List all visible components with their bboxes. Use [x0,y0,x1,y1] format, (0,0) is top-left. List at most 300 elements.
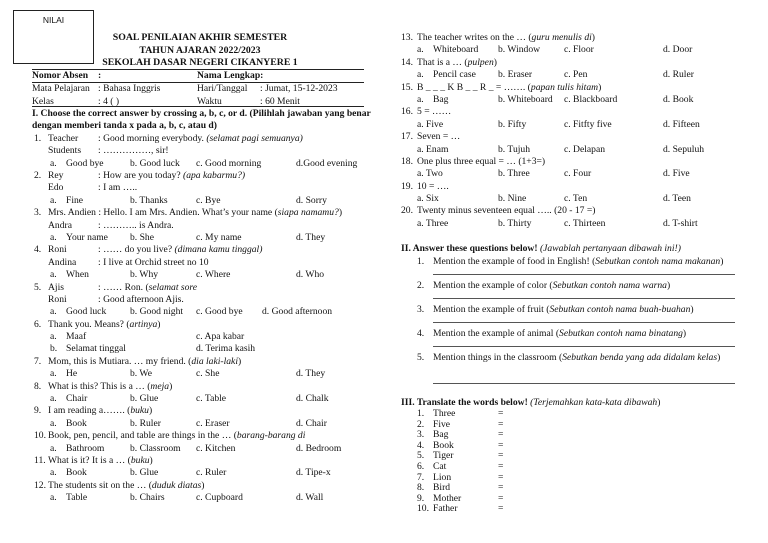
answer-line[interactable] [433,346,735,347]
answer-option: d. Ruler [663,69,694,81]
answer-option: a. [50,269,57,281]
option-row [401,193,746,205]
question-number: 15. [401,81,413,93]
answer-option: b. Classroom [130,442,181,454]
answer-option: d. Teen [663,193,691,205]
translation: Sebutkan contoh nama binatang [559,327,683,339]
waktu-value: : 60 Menit [260,95,300,107]
question-text [98,244,262,256]
question-text: The students sit on the … (duduk diatas) [48,479,205,491]
answer-option: a. [50,492,57,504]
option-row [32,443,377,455]
dialog: 5 = …… [417,106,452,118]
question-text [417,106,451,118]
dialog: : Good afternoon Ajis. [98,293,184,305]
question-number: 5. [34,281,42,293]
question-line [401,181,746,193]
essay-question [433,256,743,268]
answer-option: c. Ruler [196,467,227,479]
translation: siapa namamu? [277,207,339,219]
answer-option: Book [66,467,87,479]
answer-option: d. Terima kasih [196,343,256,355]
option-row [32,158,377,170]
paren: ) [493,56,497,68]
essay-number: 4. [417,327,425,339]
question-line [32,294,377,306]
equals-blank[interactable]: = [498,439,504,451]
word-number: 1. [417,408,425,420]
answer-option: a. [50,442,57,454]
question-text [417,57,497,69]
question-number: 8. [34,380,42,392]
answer-option: d. Sorry [296,194,327,206]
essay-item [401,328,746,352]
answer-option: c. Where [196,269,231,281]
option-row [32,195,377,207]
word-number: 10. [417,503,429,515]
answer-option: a. [50,231,57,243]
answer-option: c. Table [196,393,227,405]
question-number: 19. [401,180,413,192]
answer-option: b. She [130,231,154,243]
word: Tiger [433,450,454,462]
translation: duduk diatas [151,479,202,491]
answer-option: c. Blackboard [564,93,618,105]
translation: Sebutkan benda yang ada didalam kelas [562,351,718,363]
answer-option: b. Nine [498,193,527,205]
colon: : [98,70,102,81]
option-row [401,144,746,156]
question-line [32,480,377,492]
essay-question [433,352,743,364]
essay-item [401,280,746,304]
translation: Sebutkan contoh nama warna [552,279,667,291]
question-text: Thank you. Means? (artinya) [48,318,161,330]
equals-blank[interactable]: = [498,450,504,462]
question-text: Mom, this is Mutiara. … my friend. (dia laki-laki) [48,355,242,367]
section2 [401,243,746,387]
essay-text: Mention the example of fruit ( [433,303,550,315]
kelas-value: : 4 ( ) [98,95,120,107]
left-column [32,108,377,505]
option-row [401,218,746,230]
right-column [401,32,746,515]
question-text [98,145,169,157]
mapel-label: Mata Pelajaran [32,83,90,95]
translation: buku [130,405,149,417]
question-text [417,181,449,193]
answer-option: d. Door [663,44,693,56]
word: Lion [433,471,452,483]
question-number: 14. [401,56,413,68]
answer-option: d.Good evening [296,157,358,169]
option-row [32,343,377,355]
dialog: Mrs. Andien : Hello. I am Mrs. Andien. What’s your name ( [48,207,278,219]
answer-option: d. They [296,368,326,380]
question-line [401,32,746,44]
question-number: 7. [34,355,42,367]
translation: selamat sore [148,281,198,293]
dialog: Seven = … [417,131,461,143]
question-text [417,156,545,168]
question-text [98,282,197,294]
answer-option: d. Tipe-x [296,467,331,479]
essay-number: 1. [417,255,425,267]
answer-option: b. Fifty [498,118,527,130]
answer-option: d. Fifteen [663,118,700,130]
speaker: Edo [48,182,64,194]
question-number: 16. [401,106,413,118]
translation: guru menulis di [531,32,592,43]
dialog: B _ _ _ K B _ _ R _ = ……. ( [417,81,531,93]
answer-option: b. Three [498,168,530,180]
word-number: 8. [417,482,425,494]
question-number: 13. [401,32,413,43]
question-text [98,182,137,194]
answer-option: a. [417,69,424,81]
word-number: 7. [417,471,425,483]
paren: ) [657,396,661,408]
equals-blank[interactable]: = [498,482,504,494]
answer-option: d. They [296,231,326,243]
speaker: Students [48,145,82,157]
question-text [98,257,209,269]
answer-option: c. She [196,368,220,380]
word: Five [433,418,451,430]
dialog: One plus three equal = … (1+3=) [417,155,546,167]
paren: ) [720,255,724,267]
essay-text: Mention the example of color ( [433,279,553,291]
translate-row [401,462,746,473]
word: Book [433,439,454,451]
answer-option: a. [50,393,57,405]
answer-option: b. [50,343,58,355]
question-text [98,170,245,182]
mapel-value: : Bahasa Inggris [98,83,161,95]
section3-title-translation: (Terjemahkan kata-kata dibawah [530,396,658,408]
answer-option: a. [50,368,57,380]
essay-item [401,304,746,328]
answer-option: c. Thirteen [564,217,606,229]
question-text: I am reading a……. (buku) [48,405,153,417]
answer-option: d. Good afternoon [262,306,333,318]
essay-item [401,256,746,280]
answer-option: a. Three [417,217,449,229]
answer-option: a. [50,467,57,479]
option-row [32,418,377,430]
question-line [32,244,377,256]
question-line [401,82,746,94]
equals-blank[interactable]: = [498,471,504,483]
answer-option: c. Four [564,168,592,180]
answer-option: c. Delapan [564,143,606,155]
section3-title: III. Translate the words below! [401,396,531,408]
question-list [32,133,377,505]
paren: ) [690,303,694,315]
paren: ) [717,351,721,363]
equals-blank[interactable]: = [498,492,504,504]
translate-row [401,409,746,420]
speaker: Roni [48,293,67,305]
answer-option: b. Why [130,269,159,281]
answer-option: c. Good morning [196,157,262,169]
question-number: 17. [401,131,413,143]
translate-row [401,420,746,431]
equals-blank[interactable]: = [498,461,504,473]
question-list-right [401,32,746,230]
translation: Sebutkan contoh nama makanan [595,255,721,267]
answer-option: Selamat tinggal [66,343,126,355]
equals-blank[interactable]: = [498,418,504,430]
word-number: 6. [417,461,425,473]
question-line [401,106,746,118]
dialog: : …… Ron. ( [98,281,149,293]
question-text: What is this? This is a … (meja) [48,380,173,392]
dialog: Book, pen, pencil, and table are things in the … ( [48,430,237,442]
speaker: Andina [48,256,77,268]
equals-blank[interactable]: = [498,429,504,441]
dialog: The students sit on the … ( [48,479,152,491]
option-row [32,269,377,281]
question-line [32,405,377,417]
question-text [48,430,305,442]
answer-option: b. Tujuh [498,143,530,155]
answer-option: d. Bedroom [296,442,342,454]
question-number: 12. [34,479,46,491]
option-row [32,467,377,479]
question-line [32,207,377,219]
answer-option: b. Good luck [130,157,180,169]
question-number: 20. [401,205,413,217]
option-row [32,232,377,244]
hari-value: : Jumat, 15-12-2023 [260,83,338,95]
dialog: The teacher writes on the … ( [417,32,532,43]
answer-option: c. Pen [564,69,588,81]
answer-option: b. Window [498,44,541,56]
answer-option: c. Cupboard [196,492,243,504]
dialog: Mom, this is Mutiara. … my friend. ( [48,355,192,367]
answer-option: Bag [433,93,449,105]
question-line [32,319,377,331]
question-line [401,156,746,168]
translation: barang-barang di [236,430,306,442]
option-row [401,69,746,81]
nama-lengkap-label: Nama Lengkap: [197,70,264,81]
section2-title-translation: (Jawablah pertanyaan dibawah ini!) [539,243,681,255]
word-number: 4. [417,439,425,451]
translate-row [401,473,746,484]
answer-option: b. Thanks [130,194,168,206]
question-number: 4. [34,244,42,256]
option-row [32,331,377,343]
dialog: That is a … ( [417,56,468,68]
dialog: 10 = …. [417,180,449,192]
question-text [417,205,595,217]
paren: ) [598,81,602,93]
hari-label: Hari/Tanggal [197,83,248,95]
dialog: I am reading a……. ( [48,405,131,417]
speaker: Ajis [48,281,64,293]
answer-option: a. Enam [417,143,449,155]
translation: pulpen [467,56,494,68]
paren: ) [666,279,671,291]
question-number: 3. [34,207,42,219]
section2-title: II. Answer these questions below! [401,243,540,255]
translate-list [401,409,746,515]
answer-option: d. Book [663,93,694,105]
option-row [401,168,746,180]
question-number: 6. [34,318,42,330]
essay-number: 5. [417,351,425,363]
header-line: TAHUN AJARAN 2022/2023 [139,44,261,56]
identity-block [32,70,372,108]
score-box[interactable] [13,10,94,64]
dialog: What is this? This is a … ( [48,380,151,392]
question-number: 1. [34,132,42,144]
question-line [32,220,377,232]
question-text: What is it? It is a … (buku) [48,454,153,466]
section1-instruction: I. Choose the correct answer by crossing a, b, c, or d. (Pilihlah jawaban yang benar dengan memberi tanda x pada a, b, c, atau d) [32,108,371,132]
translate-row [401,504,746,515]
exam-header [95,32,305,70]
equals-blank[interactable]: = [498,408,504,420]
option-row [401,44,746,56]
dialog: What is it? It is a … ( [48,454,131,466]
word: Father [433,503,458,515]
translation: papan tulis hitam [530,81,599,93]
equals-blank[interactable]: = [498,503,504,515]
answer-option: b. Glue [130,467,159,479]
word: Mother [433,492,462,504]
dialog: : Good morning everybody. [98,132,207,144]
speaker: Roni [48,244,67,256]
answer-option: a. Six [417,193,439,205]
dialog: Twenty minus seventeen equal ….. (20 - 17 =) [417,205,596,217]
question-line [32,182,377,194]
header-line: SOAL PENILAIAN AKHIR SEMESTER [112,32,288,43]
speaker: Rey [48,169,64,181]
answer-option: b. We [130,368,152,380]
answer-option: Good bye [66,157,104,169]
divider [32,82,364,83]
answer-option: Table [66,492,88,504]
answer-option: Maaf [66,331,87,343]
answer-option: a. Two [417,168,443,180]
word: Three [433,408,456,420]
dialog: : ……….. is Andra. [98,219,174,231]
question-text [417,32,595,44]
essay-text: Mention the example of food in English! ( [433,255,596,267]
question-line [401,131,746,143]
answer-option: a. [417,44,424,56]
answer-option: d. Five [663,168,690,180]
essay-number: 3. [417,303,425,315]
question-line [32,282,377,294]
translate-row [401,451,746,462]
answer-option: b. Good night [130,306,184,318]
answer-option: d. Who [296,269,325,281]
dialog: : …… do you live? [98,244,175,256]
question-text [98,133,303,145]
answer-option: Your name [66,231,108,243]
essay-list [401,256,746,388]
answer-option: Book [66,417,87,429]
answer-option: a. [417,93,424,105]
section3 [401,397,746,515]
option-row [401,94,746,106]
answer-option: b. Glue [130,393,159,405]
answer-line[interactable] [433,322,735,323]
header-line: SEKOLAH DASAR NEGERI CIKANYERE 1 [102,57,298,69]
answer-option: d. Wall [296,492,324,504]
question-line [32,356,377,368]
answer-option: a. [50,417,57,429]
option-row [401,119,746,131]
answer-option: d. T-shirt [663,217,698,229]
divider [32,106,364,107]
question-text [417,131,460,143]
answer-option: c. Kitchen [196,442,236,454]
answer-option: c. Floor [564,44,594,56]
answer-option: c. Bye [196,194,221,206]
answer-option: Pencil case [433,69,476,81]
answer-option: c. Eraser [196,417,230,429]
answer-line[interactable] [433,274,735,275]
question-line [32,145,377,157]
question-line [32,381,377,393]
word: Cat [433,461,447,473]
essay-text: Mention the example of animal ( [433,327,560,339]
answer-option: Good luck [66,306,107,318]
word: Bag [433,429,449,441]
question-line [32,430,377,442]
answer-option: b. Thirty [498,217,532,229]
paren: ) [682,327,687,339]
answer-option: c. Good bye [196,306,243,318]
option-row [32,492,377,504]
essay-text: Mention things in the classroom ( [433,351,563,363]
answer-line[interactable] [433,298,735,299]
answer-option: Fine [66,194,84,206]
question-text [98,220,174,232]
waktu-label: Waktu [197,95,222,107]
translation: artinya [129,318,158,330]
translation: meja [150,380,170,392]
dialog: : I live at Orchid street no 10 [98,256,209,268]
option-row [32,393,377,405]
answer-option: When [66,269,89,281]
answer-option: d. Chair [296,417,327,429]
answer-option: a. [50,331,57,343]
translation: Sebutkan contoh nama buah-buahan [549,303,691,315]
question-number: 11. [34,454,46,466]
answer-line[interactable] [433,383,735,384]
translation: dia laki-laki [191,355,238,367]
translation: buku [130,454,150,466]
dialog: Thank you. Means? ( [48,318,130,330]
question-number: 2. [34,169,42,181]
score-label: NILAI [42,15,65,25]
answer-option: Bathroom [66,442,105,454]
word-number: 2. [417,418,425,430]
word-number: 5. [417,450,425,462]
answer-option: a. [50,194,57,206]
paren: ) [591,32,595,43]
question-text [98,294,184,306]
answer-option: c. My name [196,231,242,243]
answer-option: Chair [66,393,88,405]
answer-option: c. Apa kabar [196,331,245,343]
